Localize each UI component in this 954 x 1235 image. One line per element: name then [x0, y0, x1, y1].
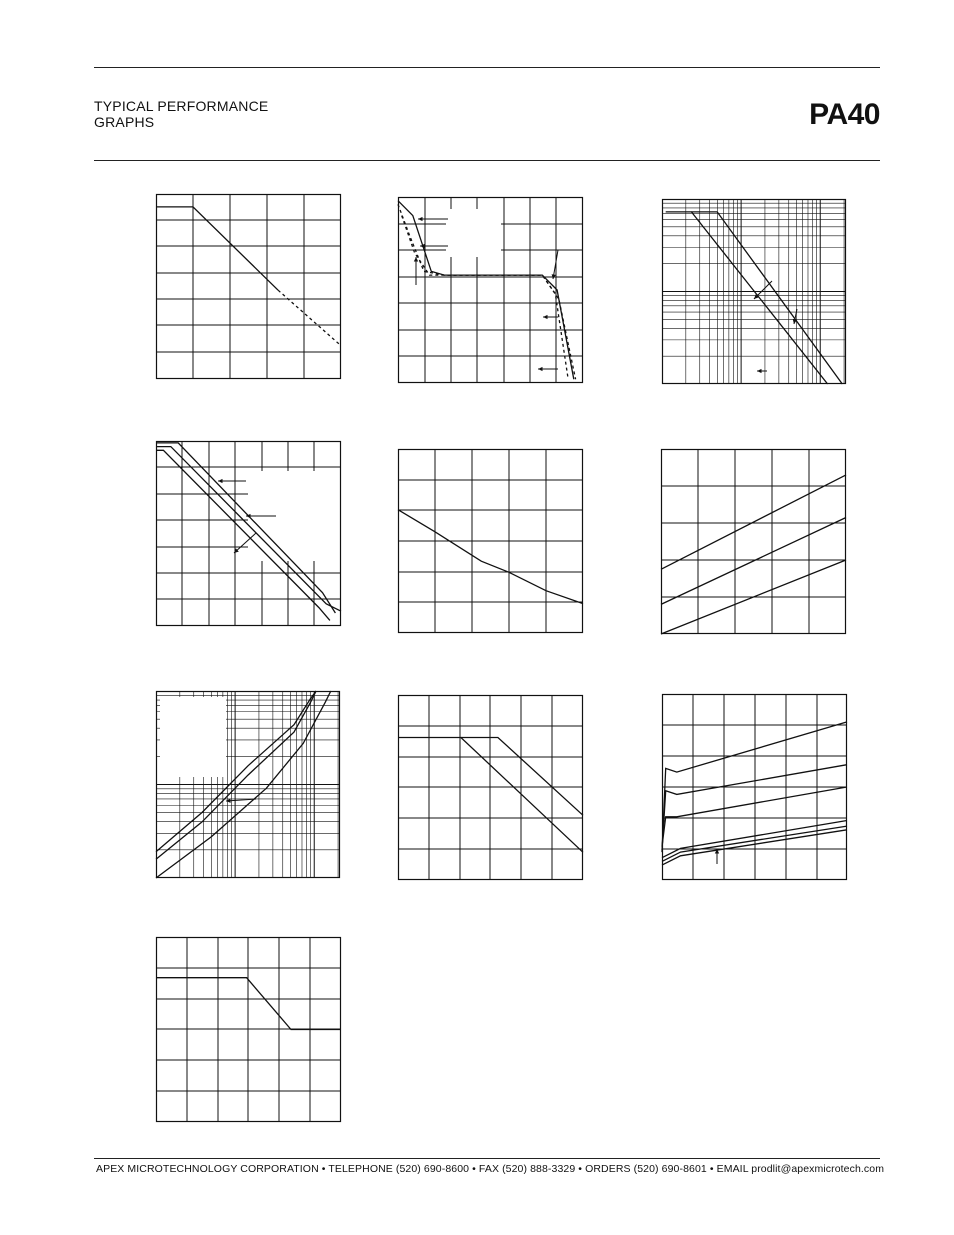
graph-1-series-1 — [156, 207, 278, 290]
section-title-line1: TYPICAL PERFORMANCE — [94, 98, 269, 114]
graph-grid — [661, 449, 846, 634]
top-rule — [94, 67, 880, 68]
graph-frame — [157, 195, 341, 379]
callout-arrow — [715, 849, 719, 864]
graph-grid — [156, 194, 341, 379]
graph-8-series-2 — [461, 738, 583, 816]
performance-graph-8 — [398, 695, 583, 880]
performance-graph-10 — [156, 937, 341, 1122]
graph-5-series-1 — [398, 510, 583, 604]
performance-graph-9 — [662, 694, 847, 880]
performance-graph-6 — [661, 449, 846, 634]
product-name: PA40 — [809, 98, 880, 131]
section-title — [94, 98, 268, 130]
callout-arrow — [754, 281, 772, 299]
callout-arrow — [552, 250, 558, 279]
performance-graph-4 — [156, 441, 341, 626]
performance-graph-3 — [662, 199, 846, 384]
graph-grid — [398, 449, 583, 633]
callout-arrow — [218, 479, 246, 483]
footer-rule — [94, 1158, 880, 1159]
graph-6-series-1 — [661, 475, 846, 569]
footer-contact: APEX MICROTECHNOLOGY CORPORATION • TELEPHONE (520) 690-8600 • FAX (520) 888-3329 • ORDERS (520) 690-8601 • EMAIL prodlit@apexmicrotech.com — [96, 1163, 885, 1175]
callout-arrow — [414, 257, 418, 285]
graph-6-series-2 — [661, 518, 846, 605]
performance-graph-7 — [156, 691, 340, 878]
performance-graph-5 — [398, 449, 583, 633]
graph-3-series-2 — [691, 212, 842, 384]
graph-frame — [662, 450, 846, 634]
callout-arrow — [418, 217, 448, 221]
performance-graph-2 — [398, 197, 583, 383]
callout-arrow — [420, 244, 448, 248]
graph-grid — [662, 694, 847, 880]
graph-3-series-1 — [666, 212, 828, 384]
performance-graph-1 — [156, 194, 341, 379]
section-title-line2: GRAPHS — [94, 114, 155, 130]
callout-arrow — [538, 367, 558, 371]
graph-grid — [398, 695, 583, 880]
header-rule — [94, 160, 880, 161]
callout-arrow — [757, 369, 767, 373]
